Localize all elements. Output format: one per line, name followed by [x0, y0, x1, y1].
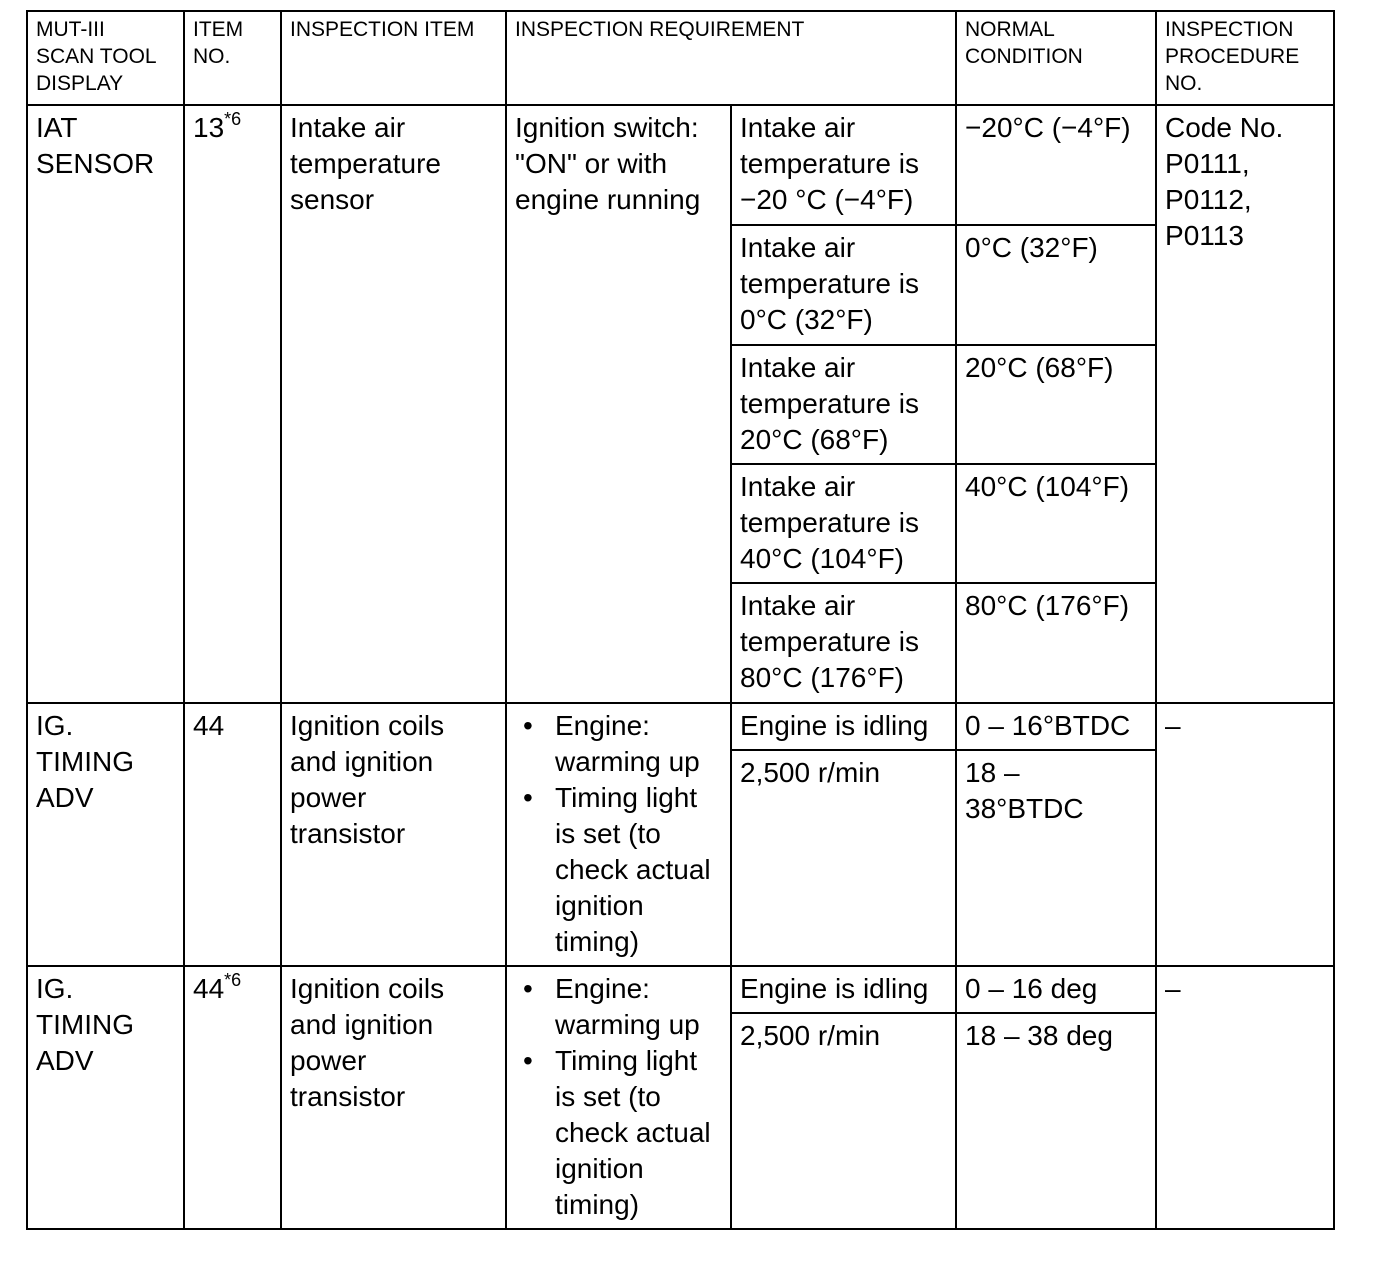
cell-text: Intake air [740, 232, 856, 263]
cell-text: 80°C (176°F) [740, 662, 905, 693]
cell-text: Ignition switch: [515, 112, 699, 143]
cell-text: 40°C (104°F) [965, 471, 1130, 502]
cell-text: 0 – 16°BTDC [965, 710, 1131, 741]
cell-text: sensor [290, 184, 375, 215]
requirement-list [515, 971, 722, 1223]
cell-text: check actual [555, 854, 711, 885]
cell-normal-condition [956, 225, 1156, 345]
header-inspection-procedure-no [1156, 11, 1334, 105]
item-number: 13 [193, 112, 225, 143]
cell-text: "ON" or with [515, 148, 668, 179]
header-item-no [184, 11, 281, 105]
cell-condition [731, 345, 956, 464]
cell-text: check actual [555, 1117, 711, 1148]
cell-normal-condition [956, 583, 1156, 703]
cell-text: ignition [555, 890, 644, 921]
cell-text: temperature [290, 148, 441, 179]
cell-text: ADV [36, 782, 94, 813]
cell-condition [731, 1013, 956, 1229]
cell-text: 0°C (32°F) [740, 304, 873, 335]
cell-text: timing) [555, 926, 640, 957]
list-item [515, 780, 722, 960]
cell-text: TIMING [36, 1009, 134, 1040]
cell-condition [731, 105, 956, 225]
cell-text: temperature is [740, 148, 919, 179]
cell-text: power [290, 782, 367, 813]
cell-condition [731, 750, 956, 966]
cell-text: and ignition [290, 746, 434, 777]
cell-text: warming up [555, 1009, 700, 1040]
inspection-table [26, 10, 1335, 1230]
cell-text: • Engine: [555, 973, 650, 1004]
header-scan-tool-display [27, 11, 184, 105]
cell-item-no [184, 703, 281, 966]
cell-item-no [184, 966, 281, 1229]
header-text: NORMAL [965, 18, 1055, 41]
cell-text: 2,500 r/min [740, 757, 881, 788]
cell-display [27, 703, 184, 966]
cell-text: TIMING [36, 746, 134, 777]
cell-text: transistor [290, 1081, 406, 1112]
cell-inspection-item [281, 966, 506, 1229]
cell-text: temperature is [740, 388, 919, 419]
cell-text: Engine is idling [740, 973, 929, 1004]
cell-display [27, 105, 184, 703]
header-text: PROCEDURE [1165, 45, 1300, 68]
cell-text: ADV [36, 1045, 94, 1076]
cell-text: is set (to [555, 1081, 661, 1112]
cell-procedure [1156, 966, 1334, 1229]
cell-text: Ignition coils [290, 973, 445, 1004]
cell-text: −20°C (−4°F) [965, 112, 1131, 143]
header-text: INSPECTION REQUIREMENT [515, 18, 805, 41]
cell-condition [731, 225, 956, 345]
cell-text: 40°C (104°F) [740, 543, 905, 574]
cell-text: 20°C (68°F) [740, 424, 889, 455]
cell-text: and ignition [290, 1009, 434, 1040]
cell-text: temperature is [740, 626, 919, 657]
cell-text: Intake air [740, 112, 856, 143]
cell-text: −20 °C (−4°F) [740, 184, 914, 215]
cell-normal-condition [956, 750, 1156, 966]
cell-inspection-item [281, 703, 506, 966]
header-row [27, 11, 1334, 105]
cell-text: Ignition coils [290, 710, 445, 741]
cell-requirement [506, 966, 731, 1229]
footnote-mark: *6 [224, 108, 242, 129]
list-item [515, 708, 722, 780]
table-row [27, 966, 1334, 1013]
header-text: SCAN TOOL [36, 45, 157, 68]
cell-requirement [506, 703, 731, 966]
cell-text: 80°C (176°F) [965, 590, 1130, 621]
header-normal-condition [956, 11, 1156, 105]
cell-normal-condition [956, 105, 1156, 225]
cell-normal-condition [956, 345, 1156, 464]
cell-text: power [290, 1045, 367, 1076]
cell-text: ignition [555, 1153, 644, 1184]
table-row [27, 703, 1334, 750]
cell-text: Code No. [1165, 112, 1284, 143]
cell-condition [731, 966, 956, 1013]
cell-text: 2,500 r/min [740, 1020, 881, 1051]
cell-text: warming up [555, 746, 700, 777]
cell-procedure [1156, 703, 1334, 966]
cell-text: P0112, [1165, 184, 1252, 215]
cell-text: P0113 [1165, 220, 1244, 251]
cell-text: SENSOR [36, 148, 155, 179]
cell-text: 20°C (68°F) [965, 352, 1114, 383]
cell-item-no [184, 105, 281, 703]
cell-normal-condition [956, 1013, 1156, 1229]
cell-text: Intake air [290, 112, 406, 143]
cell-text: 18 – [965, 757, 1020, 788]
cell-condition [731, 583, 956, 703]
cell-text: – [1165, 973, 1181, 1004]
cell-procedure [1156, 105, 1334, 703]
cell-text: IG. [36, 710, 74, 741]
header-text: ITEM [193, 18, 244, 41]
cell-text: 0 – 16 deg [965, 973, 1098, 1004]
cell-text: Engine is idling [740, 710, 929, 741]
cell-text: 38°BTDC [965, 793, 1084, 824]
cell-text: IG. [36, 973, 74, 1004]
header-inspection-item [281, 11, 506, 105]
cell-text: is set (to [555, 818, 661, 849]
cell-text: 0°C (32°F) [965, 232, 1098, 263]
item-number: 44 [193, 710, 225, 741]
cell-text: Intake air [740, 352, 856, 383]
header-inspection-requirement [506, 11, 956, 105]
cell-display [27, 966, 184, 1229]
header-text: NO. [1165, 72, 1203, 95]
cell-text: temperature is [740, 268, 919, 299]
header-text: NO. [193, 45, 231, 68]
footnote-mark: *6 [224, 969, 242, 990]
cell-inspection-item [281, 105, 506, 703]
cell-condition [731, 703, 956, 750]
cell-text: • Timing light [555, 782, 698, 813]
header-text: DISPLAY [36, 72, 124, 95]
header-text: INSPECTION ITEM [290, 18, 475, 41]
cell-text: Intake air [740, 471, 856, 502]
cell-text: timing) [555, 1189, 640, 1220]
cell-normal-condition [956, 966, 1156, 1013]
requirement-list [515, 708, 722, 960]
cell-normal-condition [956, 703, 1156, 750]
header-text: CONDITION [965, 45, 1083, 68]
cell-text: • Timing light [555, 1045, 698, 1076]
list-item [515, 971, 722, 1043]
cell-text: engine running [515, 184, 701, 215]
cell-text: IAT [36, 112, 78, 143]
cell-text: – [1165, 710, 1181, 741]
cell-text: 18 – 38 deg [965, 1020, 1113, 1051]
cell-text: P0111, [1165, 148, 1250, 179]
cell-text: temperature is [740, 507, 919, 538]
cell-requirement [506, 105, 731, 703]
cell-condition [731, 464, 956, 583]
header-text: MUT-III [36, 18, 105, 41]
item-number: 44 [193, 973, 225, 1004]
cell-text: • Engine: [555, 710, 650, 741]
list-item [515, 1043, 722, 1223]
cell-normal-condition [956, 464, 1156, 583]
cell-text: Intake air [740, 590, 856, 621]
table-row [27, 105, 1334, 225]
header-text: INSPECTION [1165, 18, 1294, 41]
cell-text: transistor [290, 818, 406, 849]
